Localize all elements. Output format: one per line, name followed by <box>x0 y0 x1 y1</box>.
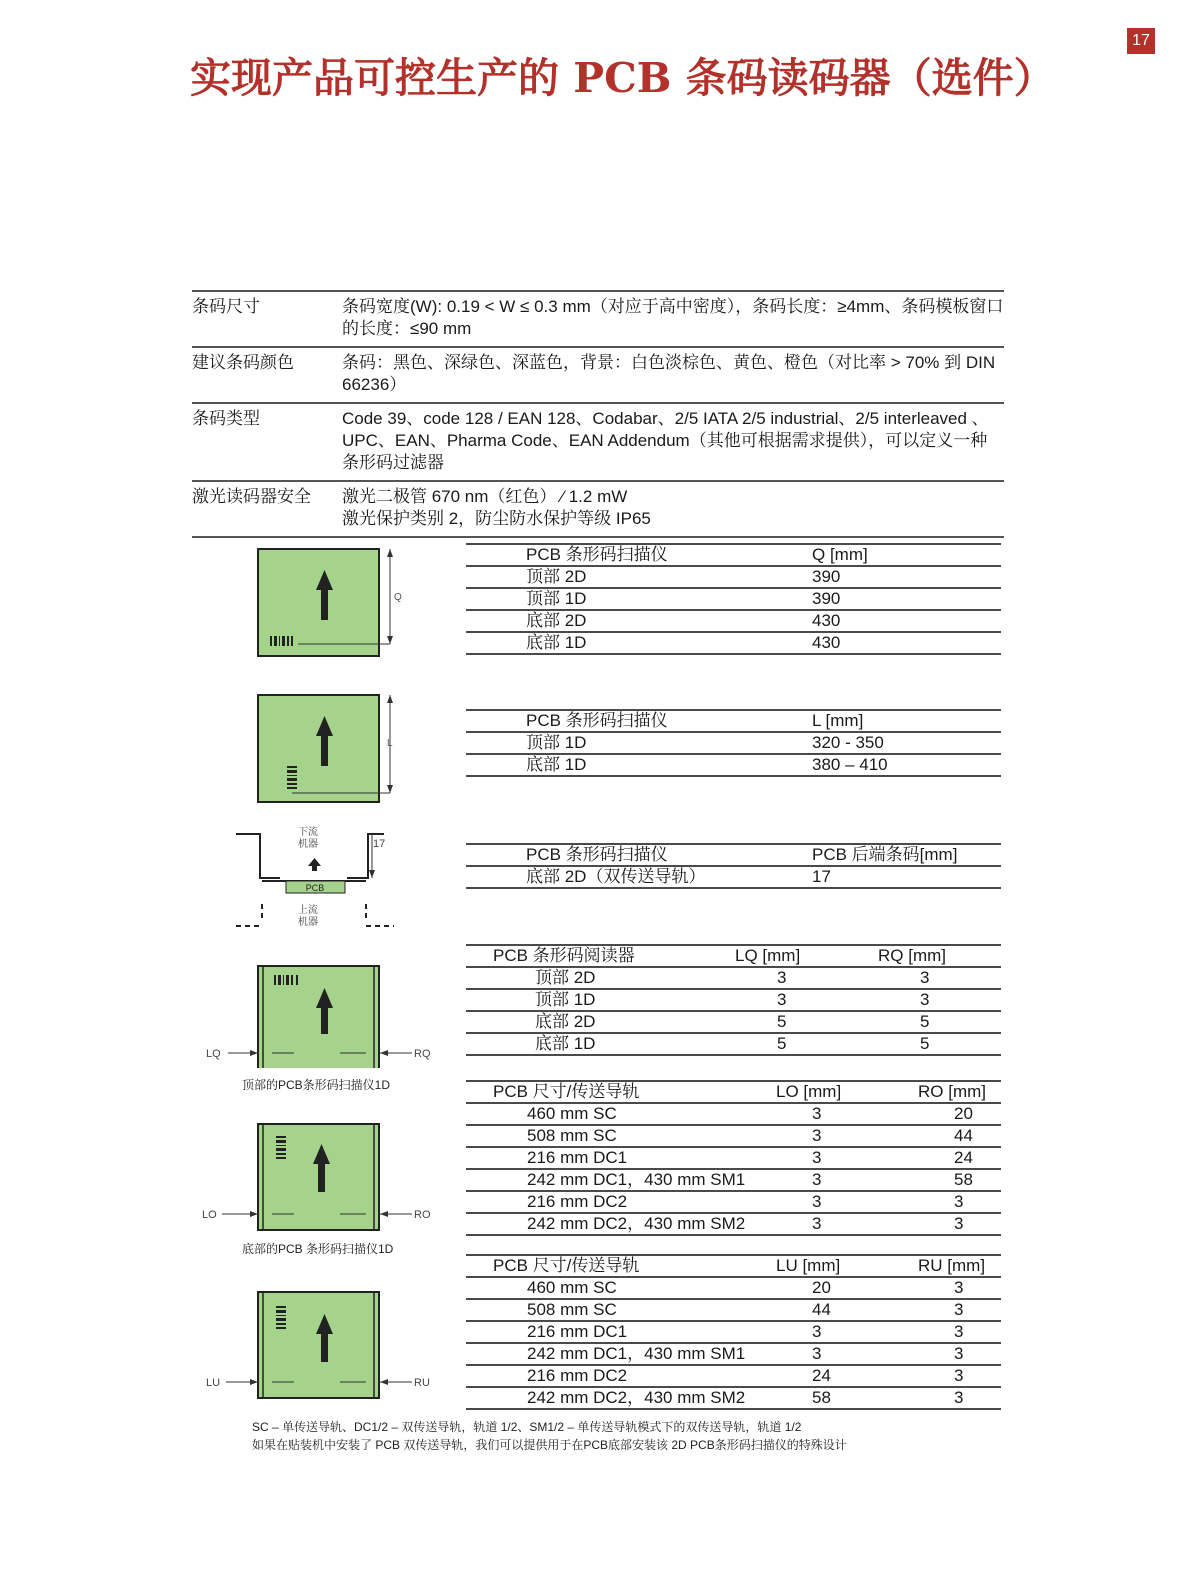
table-row <box>466 1365 1001 1387</box>
table-row <box>466 989 1001 1011</box>
caption-top-scanner: 顶部的PCB条形码扫描仪1D <box>242 1078 391 1092</box>
table-cell: 3 <box>918 1191 1001 1213</box>
table-row <box>466 1343 1001 1365</box>
lu-label: LU <box>206 1377 221 1389</box>
scanner-q-table <box>466 543 1001 655</box>
footnote: SC – 单传送导轨、DC1/2 – 双传送导轨，轨道 1/2、SM1/2 – 单传送导轨模式下的双传送导轨，轨道 1/2 <box>252 1420 802 1434</box>
table-header: PCB 条形码扫描仪 <box>526 844 812 866</box>
table-cell: 508 mm SC <box>493 1299 776 1321</box>
table-cell: 3 <box>918 1343 1001 1365</box>
table-header: PCB 尺寸/传送导轨 <box>493 1081 776 1103</box>
table-cell: 24 <box>918 1147 1001 1169</box>
back-barcode-table <box>466 843 1001 889</box>
table-cell: 3 <box>860 967 1001 989</box>
table-cell: 430 <box>812 632 1001 654</box>
table-row <box>466 632 1001 654</box>
table-header-row <box>466 710 1001 732</box>
table-row <box>466 588 1001 610</box>
table-cell: 顶部 1D <box>526 588 812 610</box>
table-cell: 508 mm SC <box>493 1125 776 1147</box>
table-header: Q [mm] <box>812 544 1001 566</box>
table-cell: 3 <box>918 1277 1001 1299</box>
table-row <box>466 566 1001 588</box>
table-header: RO [mm] <box>918 1081 1001 1103</box>
table-header-row <box>466 1255 1001 1277</box>
table-cell: 底部 2D <box>526 610 812 632</box>
spec-label: 激光读码器安全 <box>192 487 311 507</box>
spec-label: 条码尺寸 <box>192 297 260 317</box>
table-cell: 20 <box>776 1277 918 1299</box>
table-cell: 底部 1D <box>526 632 812 654</box>
table-cell: 顶部 1D <box>526 732 812 754</box>
table-cell: 3 <box>918 1321 1001 1343</box>
table-cell: 216 mm DC1 <box>493 1147 776 1169</box>
table-cell: 3 <box>776 1343 918 1365</box>
table-cell: 460 mm SC <box>493 1277 776 1299</box>
scanner-l-table <box>466 709 1001 777</box>
spec-row <box>192 292 1004 348</box>
table-header: PCB 条形码扫描仪 <box>526 710 812 732</box>
table-cell: 5 <box>860 1033 1001 1055</box>
table-row <box>466 1147 1001 1169</box>
conveyor-diagram <box>190 822 430 932</box>
ro-label: RO <box>414 1209 431 1221</box>
dimension-label: Q <box>394 592 402 603</box>
table-cell: 20 <box>918 1103 1001 1125</box>
spec-value: 激光二极管 670 nm（红色） ⁄ 1.2 mW 激光保护类别 2，防尘防水保护等级 IP65 <box>342 487 651 528</box>
spec-row <box>192 482 1004 538</box>
table-row <box>466 1213 1001 1235</box>
table-cell: 242 mm DC2，430 mm SM2 <box>493 1387 776 1409</box>
table-header: RQ [mm] <box>860 945 1001 967</box>
spec-value: Code 39、code 128 / EAN 128、Codabar、2/5 IATA 2/5 industrial、2/5 interleaved 、UPC、EAN、Pharma Code、EAN Addendum（其他可根据需求提供），可以定义一种条形码过滤器 <box>342 409 989 472</box>
table-cell: 460 mm SC <box>493 1103 776 1125</box>
lu-ru-table <box>466 1254 1001 1410</box>
table-row <box>466 967 1001 989</box>
table-row <box>466 1033 1001 1055</box>
lu-ru-diagram <box>190 1286 450 1404</box>
spec-value: 条码宽度(W): 0.19 < W ≤ 0.3 mm（对应于高中密度），条码长度：≥4mm、条码模板窗口的长度：≤90 mm <box>342 297 1004 338</box>
table-row <box>466 1299 1001 1321</box>
table-cell: 320 - 350 <box>812 732 1001 754</box>
table-row <box>466 732 1001 754</box>
table-cell: 3 <box>776 1103 918 1125</box>
lq-rq-table <box>466 944 1001 1056</box>
caption-bottom-scanner: 底部的PCB 条形码扫描仪1D <box>242 1242 394 1256</box>
table-header-row <box>466 945 1001 967</box>
table-cell: 380 – 410 <box>812 754 1001 776</box>
table-header: PCB 条形码阅读器 <box>493 945 735 967</box>
table-cell: 390 <box>812 566 1001 588</box>
table-row <box>466 610 1001 632</box>
downstream-label: 下流机器 <box>298 827 318 850</box>
table-cell: 390 <box>812 588 1001 610</box>
table-cell: 17 <box>812 866 1001 888</box>
table-cell: 216 mm DC2 <box>493 1191 776 1213</box>
table-cell: 5 <box>735 1033 860 1055</box>
table-cell: 24 <box>776 1365 918 1387</box>
rq-label: RQ <box>414 1048 431 1060</box>
lo-ro-diagram <box>190 1116 450 1234</box>
table-row <box>466 1277 1001 1299</box>
table-cell: 44 <box>918 1125 1001 1147</box>
ru-label: RU <box>414 1377 430 1389</box>
up-arrow-icon <box>308 858 321 871</box>
table-header-row <box>466 1081 1001 1103</box>
footnote: 如果在贴装机中安装了 PCB 双传送导轨，我们可以提供用于在PCB底部安装该 2D PCB条形码扫描仪的特殊设计 <box>252 1438 847 1452</box>
pcb-label: PCB <box>305 883 325 893</box>
table-cell: 顶部 1D <box>493 989 735 1011</box>
table-cell: 44 <box>776 1299 918 1321</box>
scanner-l-diagram <box>190 686 430 808</box>
table-row <box>466 1169 1001 1191</box>
table-cell: 58 <box>918 1169 1001 1191</box>
table-cell: 3 <box>776 1213 918 1235</box>
scanner-q-diagram <box>190 540 430 662</box>
table-cell: 3 <box>918 1387 1001 1409</box>
table-cell: 底部 1D <box>493 1033 735 1055</box>
table-cell: 58 <box>776 1387 918 1409</box>
lo-label: LO <box>202 1209 217 1221</box>
table-cell: 3 <box>918 1299 1001 1321</box>
table-cell: 5 <box>735 1011 860 1033</box>
table-row <box>466 1011 1001 1033</box>
table-cell: 3 <box>735 967 860 989</box>
table-header: LU [mm] <box>776 1255 918 1277</box>
lq-rq-diagram <box>190 958 450 1068</box>
table-cell: 3 <box>776 1147 918 1169</box>
table-header: PCB 后端条码[mm] <box>812 844 1001 866</box>
lq-label: LQ <box>206 1048 221 1060</box>
table-cell: 216 mm DC1 <box>493 1321 776 1343</box>
table-cell: 3 <box>776 1169 918 1191</box>
upstream-label: 上流机器 <box>298 905 318 928</box>
spec-table <box>192 290 1004 538</box>
table-row <box>466 1387 1001 1409</box>
table-cell: 底部 2D <box>493 1011 735 1033</box>
table-header: L [mm] <box>812 710 1001 732</box>
table-row <box>466 1321 1001 1343</box>
spec-row <box>192 348 1004 404</box>
table-cell: 3 <box>776 1191 918 1213</box>
table-row <box>466 754 1001 776</box>
dimension-label: 17 <box>373 838 386 850</box>
table-cell: 5 <box>860 1011 1001 1033</box>
spec-value: 条码：黑色、深绿色、深蓝色，背景：白色淡棕色、黄色、橙色（对比率 > 70% 到 DIN 66236） <box>342 353 996 394</box>
table-cell: 底部 1D <box>526 754 812 776</box>
table-header-row <box>466 844 1001 866</box>
table-header-row <box>466 544 1001 566</box>
table-header: LO [mm] <box>776 1081 918 1103</box>
table-cell: 242 mm DC2，430 mm SM2 <box>493 1213 776 1235</box>
table-header: RU [mm] <box>918 1255 1001 1277</box>
table-cell: 3 <box>776 1125 918 1147</box>
table-cell: 顶部 2D <box>493 967 735 989</box>
table-row <box>466 866 1001 888</box>
table-cell: 3 <box>860 989 1001 1011</box>
table-cell: 242 mm DC1，430 mm SM1 <box>493 1169 776 1191</box>
page-title: 实现产品可控生产的 PCB 条码读码器（选件） <box>190 54 1055 102</box>
spec-label: 条码类型 <box>192 409 260 429</box>
spec-label: 建议条码颜色 <box>192 353 294 373</box>
table-header: PCB 尺寸/传送导轨 <box>493 1255 776 1277</box>
table-cell: 顶部 2D <box>526 566 812 588</box>
table-cell: 3 <box>735 989 860 1011</box>
lo-ro-table <box>466 1080 1001 1236</box>
table-cell: 3 <box>918 1365 1001 1387</box>
table-cell: 3 <box>918 1213 1001 1235</box>
table-cell: 底部 2D（双传送导轨） <box>526 866 812 888</box>
page-number: 17 <box>1127 28 1155 54</box>
table-row <box>466 1191 1001 1213</box>
table-row <box>466 1103 1001 1125</box>
table-cell: 216 mm DC2 <box>493 1365 776 1387</box>
dimension-label: L <box>387 738 393 749</box>
table-cell: 242 mm DC1，430 mm SM1 <box>493 1343 776 1365</box>
spec-row <box>192 404 1004 482</box>
pcb-board <box>258 695 379 802</box>
table-row <box>466 1125 1001 1147</box>
table-header: PCB 条形码扫描仪 <box>526 544 812 566</box>
table-cell: 430 <box>812 610 1001 632</box>
table-header: LQ [mm] <box>735 945 860 967</box>
table-cell: 3 <box>776 1321 918 1343</box>
